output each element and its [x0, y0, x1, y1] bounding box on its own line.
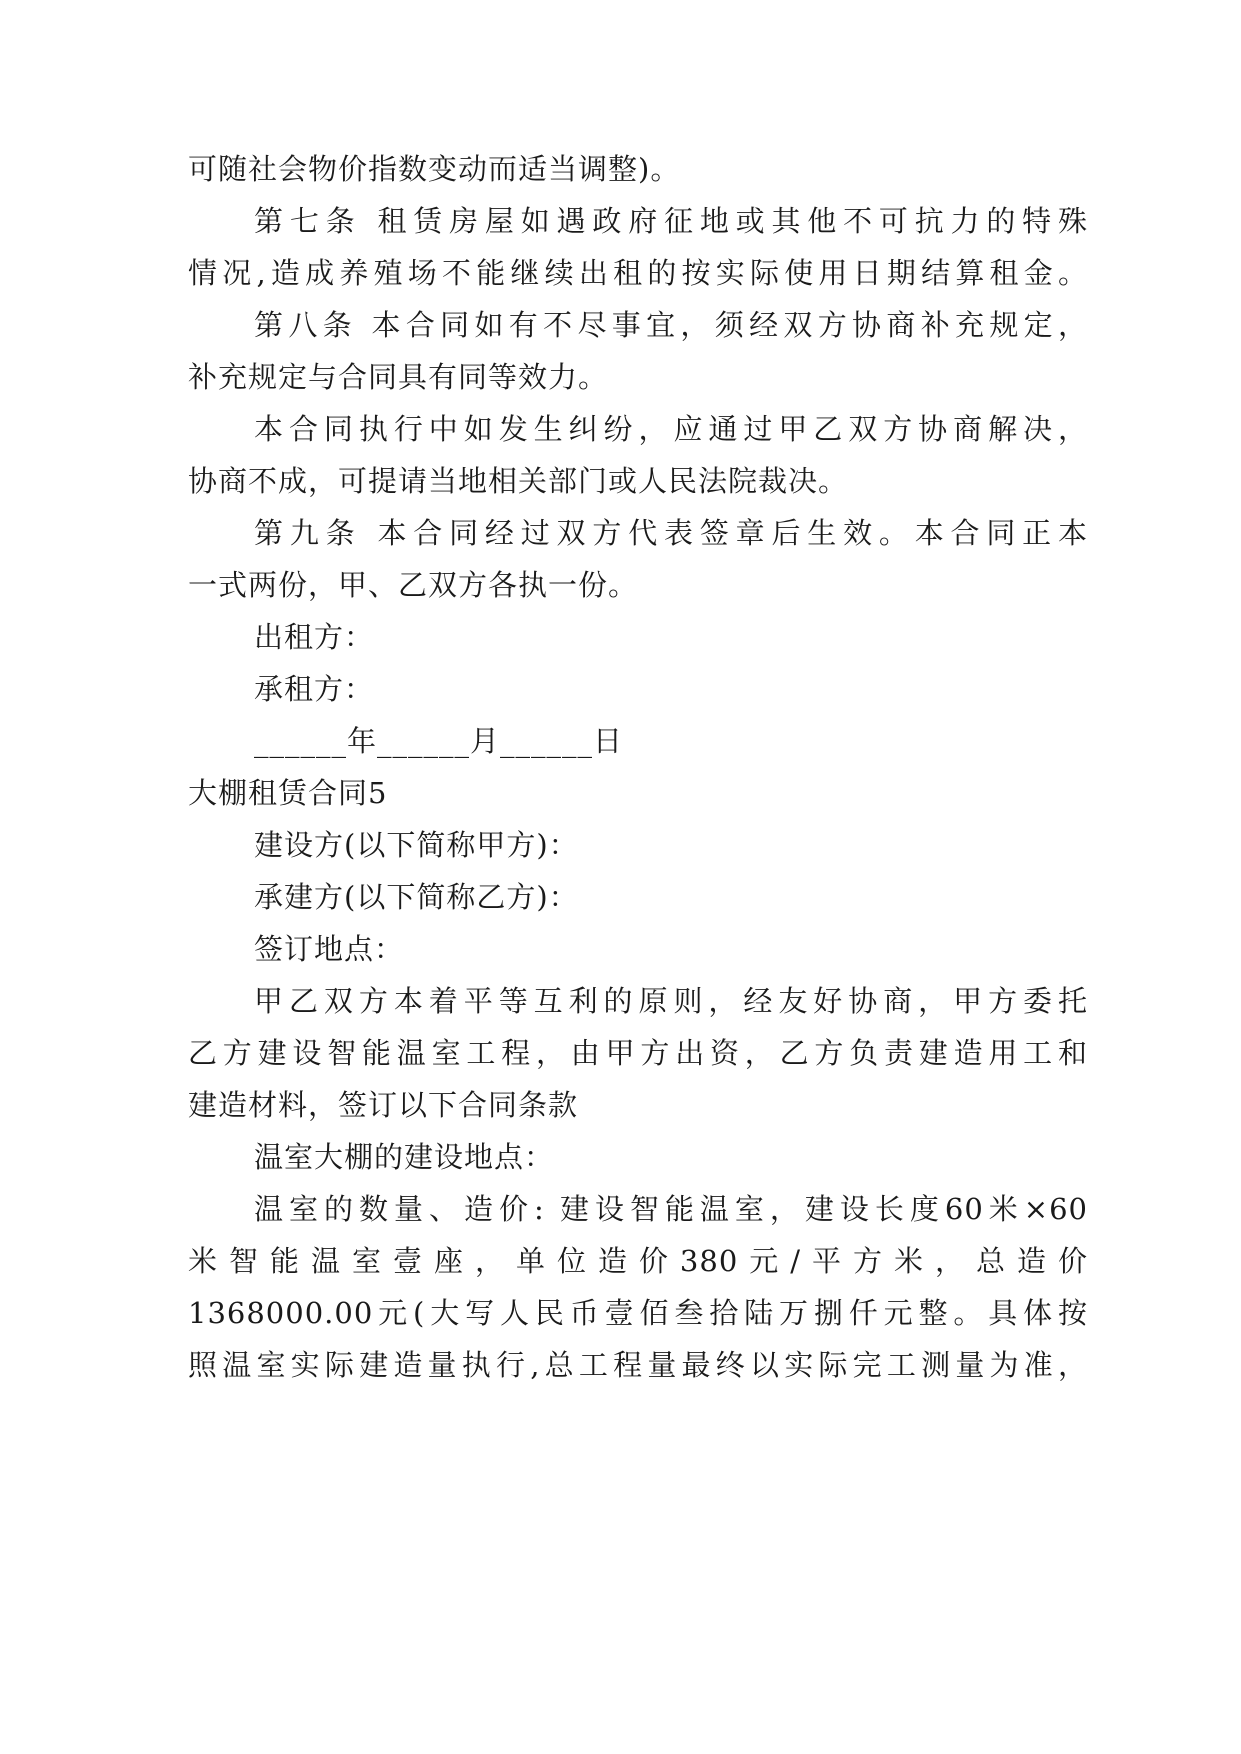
text-line: 情况,造成养殖场不能继续出租的按实际使用日期结算租金。 [188, 256, 1088, 290]
text-line: 温室的数量、造价: 建设智能温室，建设长度60米×60 [254, 1192, 1088, 1226]
text-line: 可随社会物价指数变动而适当调整)。 [188, 152, 681, 186]
text-line: 本合同执行中如发生纠纷，应通过甲乙双方协商解决， [254, 412, 1088, 446]
text-line: 第七条 租赁房屋如遇政府征地或其他不可抗力的特殊 [254, 204, 1088, 238]
text-line: 补充规定与合同具有同等效力。 [188, 360, 609, 394]
signature-lessor-label: 出租方： [254, 620, 375, 654]
text-line: 1368000.00元(大写人民币壹佰叁拾陆万捌仟元整。具体按 [188, 1296, 1088, 1330]
text-line: 米智能温室壹座，单位造价380元/平方米，总造价 [188, 1244, 1088, 1278]
text-line: 协商不成，可提请当地相关部门或人民法院裁决。 [188, 464, 849, 498]
text-line: 建造材料，签订以下合同条款 [188, 1088, 579, 1122]
text-line: 温室大棚的建设地点： [254, 1140, 555, 1174]
date-line: ______年______月______日 [254, 724, 624, 758]
text-line: 乙方建设智能温室工程，由甲方出资，乙方负责建造用工和 [188, 1036, 1088, 1070]
text-line: 签订地点： [254, 932, 405, 966]
text-line: 一式两份，甲、乙双方各执一份。 [188, 568, 639, 602]
text-line: 第八条 本合同如有不尽事宜，须经双方协商补充规定， [254, 308, 1088, 342]
section-heading: 大棚租赁合同5 [188, 776, 388, 810]
text-line: 建设方(以下简称甲方)： [254, 828, 579, 862]
text-line: 照温室实际建造量执行,总工程量最终以实际完工测量为准， [188, 1348, 1088, 1382]
text-line: 第九条 本合同经过双方代表签章后生效。本合同正本 [254, 516, 1088, 550]
signature-lessee-label: 承租方： [254, 672, 375, 706]
text-line: 承建方(以下简称乙方)： [254, 880, 579, 914]
text-line: 甲乙双方本着平等互利的原则，经友好协商，甲方委托 [254, 984, 1088, 1018]
